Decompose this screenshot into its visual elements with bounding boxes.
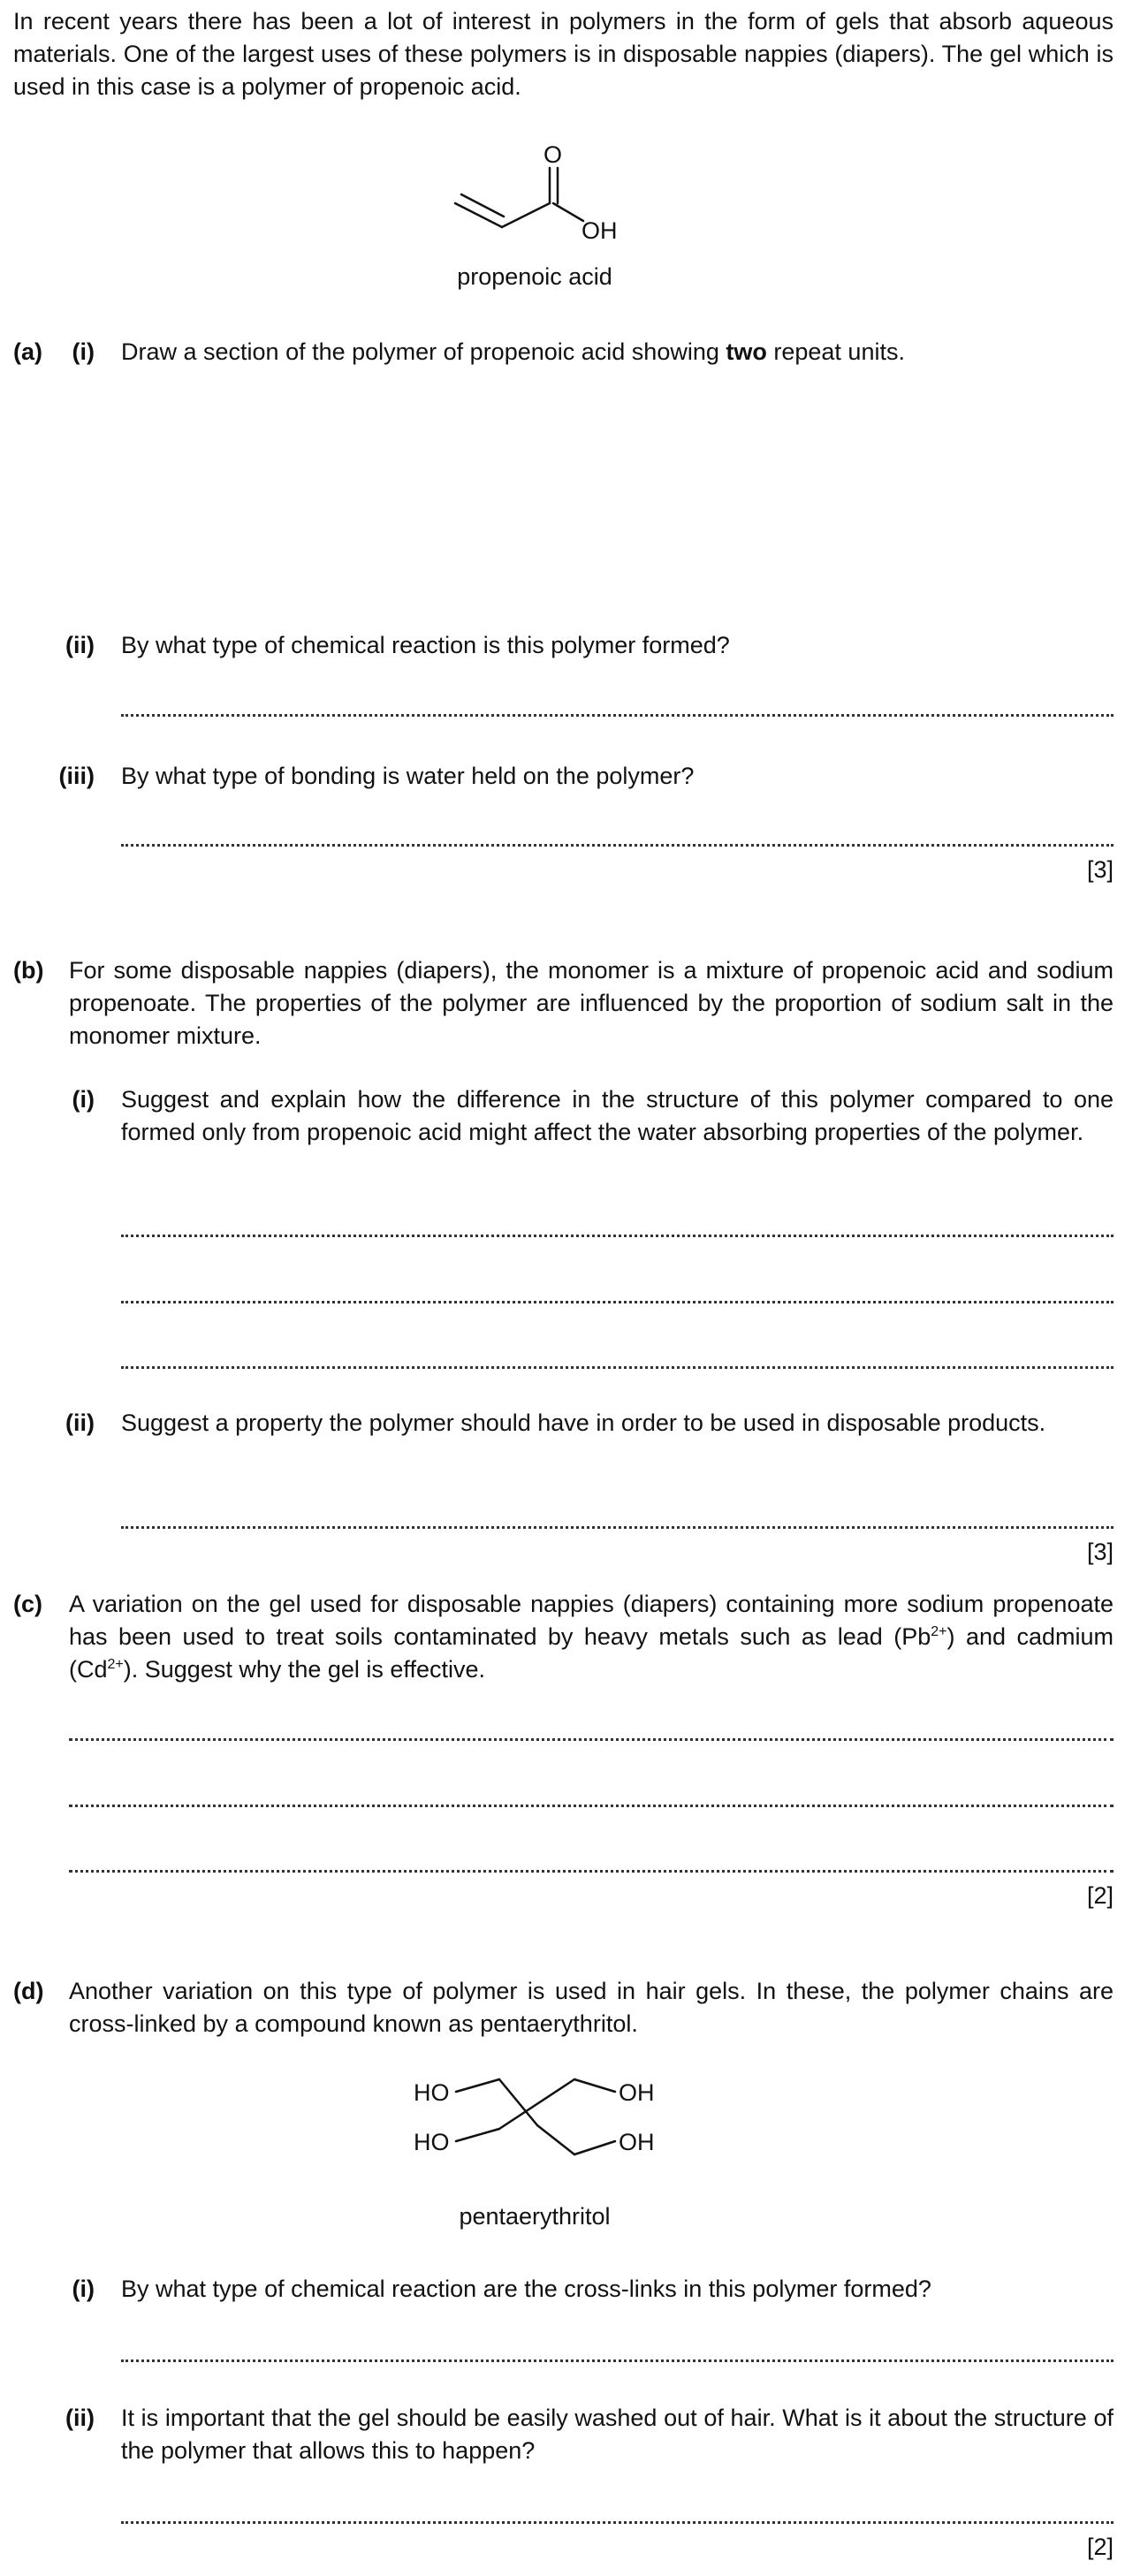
- part-a-iii-label: (iii): [58, 763, 95, 789]
- answer-line[interactable]: [69, 1738, 1114, 1741]
- part-a-ii-label: (ii): [65, 632, 95, 658]
- part-a-iii-question: By what type of bonding is water held on the polymer?: [121, 763, 695, 789]
- pentaerythritol-caption: pentaerythritol: [459, 2203, 611, 2230]
- part-c-label: (c): [13, 1591, 42, 1617]
- oh-group-label: OH: [619, 2079, 655, 2106]
- part-b-i-label: (i): [72, 1086, 95, 1113]
- part-b-ii-label: (ii): [65, 1410, 95, 1436]
- answer-line[interactable]: [121, 2359, 1114, 2362]
- answer-line[interactable]: [121, 2521, 1114, 2524]
- part-c-marks: [2]: [1086, 1882, 1114, 1909]
- part-d-marks: [2]: [1086, 2534, 1114, 2560]
- part-d-i-label: (i): [72, 2276, 95, 2302]
- ho-group-label: HO: [414, 2129, 450, 2155]
- part-a-ii-question: By what type of chemical reaction is this polymer formed?: [121, 632, 730, 658]
- part-d-ii-question: It is important that the gel should be easily washed out of hair. What is it about the structure of the polymer that allows this to happen?: [121, 2405, 1114, 2464]
- part-a-label: (a): [13, 338, 42, 365]
- propenoic-acid-structure: [442, 141, 645, 252]
- part-b-stem: For some disposable nappies (diapers), the monomer is a mixture of propenoic acid and sodium propenoate. The properties of the polymer are influenced by the proportion of sodium salt in the monomer mixture.: [69, 957, 1114, 1049]
- part-c-question: A variation on the gel used for disposable nappies (diapers) containing more sodium propenoate has been used to treat soils contaminated by heavy metals such as lead $(Pb^{2+})$ and cadmium $(Cd^{2+})$. Suggest why the gel is effective.: [69, 1591, 1114, 1683]
- part-b-label: (b): [13, 957, 44, 984]
- propenoic-acid-caption: propenoic acid: [457, 263, 612, 290]
- part-a-i-question: Draw a section of the polymer of propenoic acid showing two repeat units.: [121, 338, 905, 365]
- pentaerythritol-structure: [407, 2063, 689, 2169]
- oxygen-atom-label: O: [543, 141, 563, 168]
- hydroxyl-label: OH: [582, 217, 618, 244]
- part-b-i-question: Suggest and explain how the difference in the structure of this polymer compared to one formed only from propenoic acid might affect the water absorbing properties of the polymer.: [121, 1086, 1114, 1145]
- answer-line[interactable]: [121, 1235, 1114, 1237]
- part-a-i-label: (i): [72, 338, 95, 365]
- answer-line[interactable]: [121, 1366, 1114, 1369]
- part-d-label: (d): [13, 1978, 44, 2004]
- answer-line[interactable]: [121, 714, 1114, 717]
- ho-group-label: HO: [414, 2079, 450, 2106]
- answer-line[interactable]: [121, 844, 1114, 847]
- answer-line[interactable]: [69, 1870, 1114, 1873]
- part-d-i-question: By what type of chemical reaction are the cross-links in this polymer formed?: [121, 2276, 931, 2302]
- answer-line[interactable]: [121, 1301, 1114, 1303]
- part-b-marks: [3]: [1086, 1539, 1114, 1565]
- part-d-stem: Another variation on this type of polymer is used in hair gels. In these, the polymer chains are cross-linked by a compound known as pentaerythritol.: [69, 1978, 1114, 2037]
- intro-paragraph: In recent years there has been a lot of interest in polymers in the form of gels that absorb aqueous materials. One of the largest uses of these polymers is in disposable nappies (diapers). The gel which is used in this case is a polymer of propenoic acid.: [13, 8, 1114, 100]
- oh-group-label: OH: [619, 2129, 655, 2155]
- answer-line[interactable]: [121, 1526, 1114, 1529]
- part-a-marks: [3]: [1086, 856, 1114, 883]
- part-b-ii-question: Suggest a property the polymer should have in order to be used in disposable products.: [121, 1410, 1046, 1436]
- part-d-ii-label: (ii): [65, 2405, 95, 2431]
- answer-line[interactable]: [69, 1805, 1114, 1807]
